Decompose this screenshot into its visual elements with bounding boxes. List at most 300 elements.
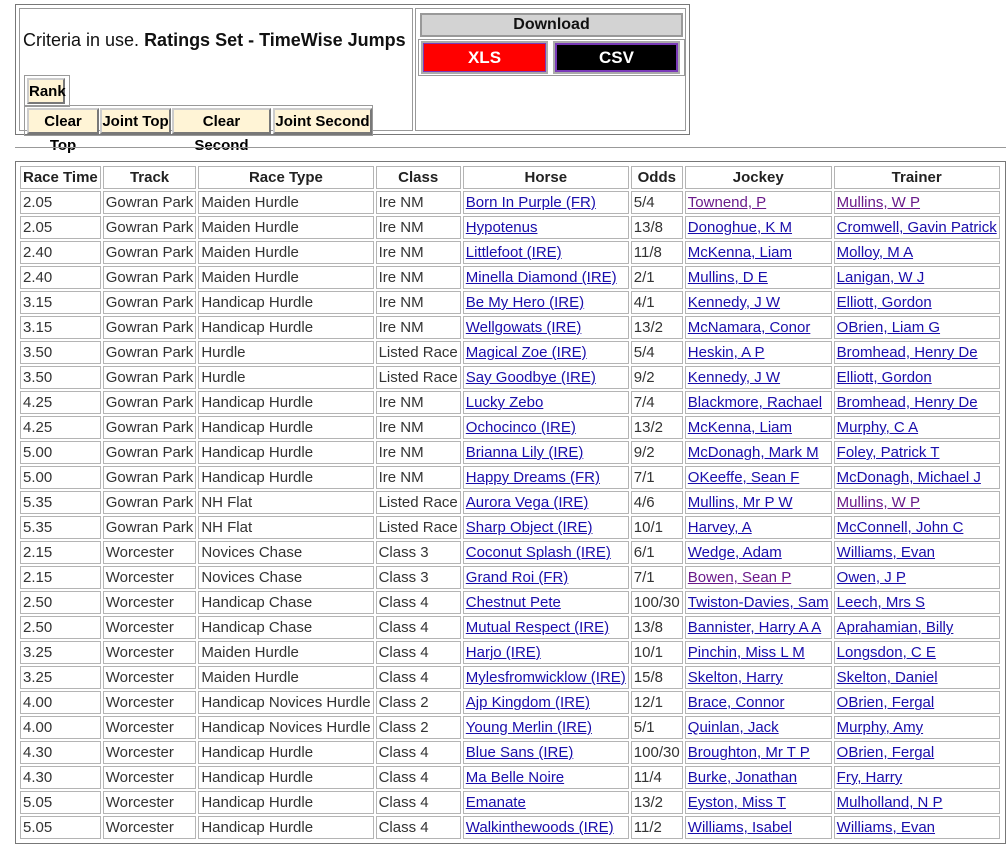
class-cell: Ire NM bbox=[376, 216, 461, 239]
trainer-cell bbox=[834, 766, 1000, 789]
trainer-cell bbox=[834, 541, 1000, 564]
trainer-link[interactable]: Leech, Mrs S bbox=[836, 594, 926, 611]
horse-cell bbox=[463, 366, 629, 389]
trainer-link[interactable]: Aprahamian, Billy bbox=[836, 619, 954, 636]
odds-cell: 9/2 bbox=[631, 441, 683, 464]
jockey-cell bbox=[685, 691, 832, 714]
trainer-link[interactable]: Mullins, W P bbox=[836, 494, 921, 511]
horse-cell bbox=[463, 191, 629, 214]
table-row bbox=[20, 641, 1000, 664]
track-cell: Gowran Park bbox=[103, 266, 197, 289]
race-type-cell: Hurdle bbox=[198, 341, 373, 364]
table-row bbox=[20, 566, 1000, 589]
race-type-cell: Maiden Hurdle bbox=[198, 666, 373, 689]
horse-link[interactable]: Walkinthewoods (IRE) bbox=[465, 819, 614, 836]
class-cell: Ire NM bbox=[376, 391, 461, 414]
trainer-link[interactable]: Molloy, M A bbox=[836, 244, 914, 261]
trainer-cell bbox=[834, 241, 1000, 264]
odds-cell: 7/4 bbox=[631, 391, 683, 414]
class-cell: Class 3 bbox=[376, 541, 461, 564]
jockey-cell bbox=[685, 516, 832, 539]
horse-cell bbox=[463, 716, 629, 739]
track-cell: Worcester bbox=[103, 816, 197, 839]
odds-cell: 5/4 bbox=[631, 341, 683, 364]
horse-cell bbox=[463, 266, 629, 289]
race-time-cell: 2.05 bbox=[20, 191, 101, 214]
jockey-link[interactable]: McDonagh, Mark M bbox=[687, 444, 819, 461]
jockey-link[interactable]: Blackmore, Rachael bbox=[687, 394, 823, 411]
horse-link[interactable]: Young Merlin (IRE) bbox=[465, 719, 592, 736]
race-time-cell: 4.00 bbox=[20, 691, 101, 714]
trainer-link[interactable]: Mullins, W P bbox=[836, 194, 921, 211]
table-row bbox=[20, 216, 1000, 239]
trainer-cell bbox=[834, 441, 1000, 464]
horse-link[interactable]: Aurora Vega (IRE) bbox=[465, 494, 589, 511]
race-time-cell: 2.50 bbox=[20, 591, 101, 614]
race-time-cell: 3.15 bbox=[20, 316, 101, 339]
jockey-link[interactable]: Brace, Connor bbox=[687, 694, 785, 711]
trainer-link[interactable]: Longsdon, C E bbox=[836, 644, 936, 661]
horse-link[interactable]: Magical Zoe (IRE) bbox=[465, 344, 587, 361]
trainer-cell bbox=[834, 616, 1000, 639]
class-cell: Class 4 bbox=[376, 666, 461, 689]
jockey-link[interactable]: Pinchin, Miss L M bbox=[687, 644, 805, 661]
race-type-cell: Handicap Hurdle bbox=[198, 391, 373, 414]
jockey-link[interactable]: Kennedy, J W bbox=[687, 369, 781, 386]
joint-second-button[interactable]: Joint Second bbox=[273, 108, 372, 134]
jockey-cell bbox=[685, 766, 832, 789]
trainer-cell bbox=[834, 316, 1000, 339]
table-row bbox=[20, 716, 1000, 739]
track-cell: Gowran Park bbox=[103, 191, 197, 214]
race-type-cell: NH Flat bbox=[198, 516, 373, 539]
horse-cell bbox=[463, 816, 629, 839]
class-cell: Class 4 bbox=[376, 641, 461, 664]
table-header-row bbox=[20, 166, 1000, 189]
race-type-cell: Maiden Hurdle bbox=[198, 241, 373, 264]
clear-second-button[interactable]: Clear Second bbox=[172, 108, 271, 134]
trainer-link[interactable]: Lanigan, W J bbox=[836, 269, 925, 286]
table-row bbox=[20, 266, 1000, 289]
jockey-link[interactable]: Mullins, Mr P W bbox=[687, 494, 793, 511]
trainer-cell bbox=[834, 741, 1000, 764]
horse-cell bbox=[463, 216, 629, 239]
horse-cell bbox=[463, 466, 629, 489]
column-header-class[interactable]: Class bbox=[376, 166, 461, 189]
horse-link[interactable]: Sharp Object (IRE) bbox=[465, 519, 593, 536]
horse-cell bbox=[463, 291, 629, 314]
odds-cell: 11/8 bbox=[631, 241, 683, 264]
trainer-cell bbox=[834, 691, 1000, 714]
horse-link[interactable]: Minella Diamond (IRE) bbox=[465, 269, 617, 286]
jockey-cell bbox=[685, 341, 832, 364]
trainer-link[interactable]: McConnell, John C bbox=[836, 519, 964, 536]
jockey-cell bbox=[685, 391, 832, 414]
xls-download-button[interactable]: XLS bbox=[421, 41, 548, 74]
odds-cell: 100/30 bbox=[631, 741, 683, 764]
horse-link[interactable]: Say Goodbye (IRE) bbox=[465, 369, 596, 386]
table-row bbox=[20, 516, 1000, 539]
odds-cell: 13/8 bbox=[631, 216, 683, 239]
class-cell: Class 4 bbox=[376, 816, 461, 839]
table-row bbox=[20, 416, 1000, 439]
horse-cell bbox=[463, 391, 629, 414]
class-cell: Listed Race bbox=[376, 516, 461, 539]
jockey-link[interactable]: Bannister, Harry A A bbox=[687, 619, 822, 636]
race-time-cell: 5.05 bbox=[20, 791, 101, 814]
race-type-cell: Handicap Hurdle bbox=[198, 741, 373, 764]
jockey-link[interactable]: McKenna, Liam bbox=[687, 419, 793, 436]
race-type-cell: Novices Chase bbox=[198, 541, 373, 564]
criteria-panel bbox=[15, 4, 690, 154]
race-type-cell: Handicap Hurdle bbox=[198, 441, 373, 464]
track-cell: Worcester bbox=[103, 691, 197, 714]
race-time-cell: 4.25 bbox=[20, 416, 101, 439]
trainer-link[interactable]: OBrien, Fergal bbox=[836, 694, 935, 711]
odds-cell: 5/4 bbox=[631, 191, 683, 214]
class-cell: Class 4 bbox=[376, 766, 461, 789]
clear-top-button[interactable]: Clear Top bbox=[27, 108, 99, 134]
column-header-odds[interactable]: Odds bbox=[631, 166, 683, 189]
race-time-cell: 5.00 bbox=[20, 441, 101, 464]
jockey-cell bbox=[685, 666, 832, 689]
class-cell: Ire NM bbox=[376, 316, 461, 339]
trainer-link[interactable]: Skelton, Daniel bbox=[836, 669, 938, 686]
class-cell: Listed Race bbox=[376, 341, 461, 364]
track-cell: Worcester bbox=[103, 741, 197, 764]
trainer-link[interactable]: Fry, Harry bbox=[836, 769, 903, 786]
jockey-link[interactable]: OKeeffe, Sean F bbox=[687, 469, 800, 486]
jockey-link[interactable]: Wedge, Adam bbox=[687, 544, 782, 561]
race-type-cell: NH Flat bbox=[198, 491, 373, 514]
horse-cell bbox=[463, 416, 629, 439]
trainer-link[interactable]: Foley, Patrick T bbox=[836, 444, 940, 461]
horse-cell bbox=[463, 791, 629, 814]
horse-link[interactable]: Grand Roi (FR) bbox=[465, 569, 569, 586]
table-row bbox=[20, 341, 1000, 364]
race-time-cell: 2.15 bbox=[20, 541, 101, 564]
table-row bbox=[20, 466, 1000, 489]
table-row bbox=[20, 241, 1000, 264]
trainer-cell bbox=[834, 366, 1000, 389]
odds-cell: 5/1 bbox=[631, 716, 683, 739]
odds-cell: 7/1 bbox=[631, 566, 683, 589]
horse-link[interactable]: Lucky Zebo bbox=[465, 394, 544, 411]
horse-link[interactable]: Wellgowats (IRE) bbox=[465, 319, 582, 336]
trainer-link[interactable]: Cromwell, Gavin Patrick bbox=[836, 219, 997, 236]
race-time-cell: 5.05 bbox=[20, 816, 101, 839]
jockey-link[interactable]: Broughton, Mr T P bbox=[687, 744, 810, 761]
horse-link[interactable]: Brianna Lily (IRE) bbox=[465, 444, 584, 461]
trainer-cell bbox=[834, 191, 1000, 214]
jockey-link[interactable]: McNamara, Conor bbox=[687, 319, 811, 336]
jockey-link[interactable]: Burke, Jonathan bbox=[687, 769, 798, 786]
trainer-link[interactable]: OBrien, Liam G bbox=[836, 319, 941, 336]
race-time-cell: 3.25 bbox=[20, 666, 101, 689]
trainer-link[interactable]: Bromhead, Henry De bbox=[836, 344, 978, 361]
horse-cell bbox=[463, 566, 629, 589]
class-cell: Ire NM bbox=[376, 416, 461, 439]
trainer-link[interactable]: Elliott, Gordon bbox=[836, 369, 932, 386]
odds-cell: 13/8 bbox=[631, 616, 683, 639]
race-time-cell: 5.35 bbox=[20, 516, 101, 539]
class-cell: Ire NM bbox=[376, 191, 461, 214]
jockey-link[interactable]: Donoghue, K M bbox=[687, 219, 793, 236]
jockey-cell bbox=[685, 466, 832, 489]
jockey-link[interactable]: Bowen, Sean P bbox=[687, 569, 792, 586]
odds-cell: 7/1 bbox=[631, 466, 683, 489]
horse-link[interactable]: Hypotenus bbox=[465, 219, 538, 236]
trainer-cell bbox=[834, 266, 1000, 289]
horse-cell bbox=[463, 666, 629, 689]
trainer-link[interactable]: OBrien, Fergal bbox=[836, 744, 935, 761]
jockey-cell bbox=[685, 291, 832, 314]
horse-link[interactable]: Coconut Splash (IRE) bbox=[465, 544, 611, 561]
race-time-cell: 4.30 bbox=[20, 741, 101, 764]
race-time-cell: 2.50 bbox=[20, 616, 101, 639]
class-cell: Ire NM bbox=[376, 441, 461, 464]
race-type-cell: Handicap Chase bbox=[198, 591, 373, 614]
trainer-link[interactable]: Williams, Evan bbox=[836, 819, 936, 836]
jockey-cell bbox=[685, 541, 832, 564]
trainer-cell bbox=[834, 516, 1000, 539]
table-row bbox=[20, 491, 1000, 514]
jockey-link[interactable]: Mullins, D E bbox=[687, 269, 768, 286]
trainer-cell bbox=[834, 641, 1000, 664]
horse-cell bbox=[463, 766, 629, 789]
trainer-link[interactable]: Williams, Evan bbox=[836, 544, 936, 561]
race-type-cell: Handicap Chase bbox=[198, 616, 373, 639]
column-header-race-type[interactable]: Race Type bbox=[198, 166, 373, 189]
horse-cell bbox=[463, 316, 629, 339]
odds-cell: 9/2 bbox=[631, 366, 683, 389]
filter-button-group bbox=[24, 105, 373, 154]
trainer-cell bbox=[834, 791, 1000, 814]
jockey-cell bbox=[685, 791, 832, 814]
odds-cell: 13/2 bbox=[631, 791, 683, 814]
horse-link[interactable]: Chestnut Pete bbox=[465, 594, 561, 611]
odds-cell: 12/1 bbox=[631, 691, 683, 714]
odds-cell: 10/1 bbox=[631, 516, 683, 539]
horse-cell bbox=[463, 741, 629, 764]
race-time-cell: 3.15 bbox=[20, 291, 101, 314]
odds-cell: 11/2 bbox=[631, 816, 683, 839]
rank-group bbox=[24, 75, 70, 107]
criteria-text bbox=[23, 30, 406, 51]
race-type-cell: Handicap Hurdle bbox=[198, 791, 373, 814]
trainer-cell bbox=[834, 216, 1000, 239]
trainer-cell bbox=[834, 416, 1000, 439]
race-type-cell: Maiden Hurdle bbox=[198, 216, 373, 239]
jockey-link[interactable]: McKenna, Liam bbox=[687, 244, 793, 261]
class-cell: Listed Race bbox=[376, 366, 461, 389]
jockey-cell bbox=[685, 566, 832, 589]
jockey-link[interactable]: Eyston, Miss T bbox=[687, 794, 786, 811]
trainer-link[interactable]: McDonagh, Michael J bbox=[836, 469, 981, 486]
horse-link[interactable]: Happy Dreams (FR) bbox=[465, 469, 600, 486]
race-type-cell: Handicap Hurdle bbox=[198, 291, 373, 314]
trainer-cell bbox=[834, 716, 1000, 739]
horse-cell bbox=[463, 691, 629, 714]
track-cell: Gowran Park bbox=[103, 216, 197, 239]
horse-link[interactable]: Ajp Kingdom (IRE) bbox=[465, 694, 590, 711]
class-cell: Class 2 bbox=[376, 691, 461, 714]
race-time-cell: 2.40 bbox=[20, 266, 101, 289]
race-type-cell: Handicap Hurdle bbox=[198, 766, 373, 789]
column-header-race-time[interactable]: Race Time bbox=[20, 166, 101, 189]
odds-cell: 13/2 bbox=[631, 316, 683, 339]
rank-button[interactable]: Rank bbox=[27, 78, 65, 104]
jockey-link[interactable]: Quinlan, Jack bbox=[687, 719, 779, 736]
horse-cell bbox=[463, 341, 629, 364]
track-cell: Worcester bbox=[103, 766, 197, 789]
class-cell: Listed Race bbox=[376, 491, 461, 514]
trainer-cell bbox=[834, 591, 1000, 614]
joint-top-button[interactable]: Joint Top bbox=[100, 108, 171, 134]
race-type-cell: Maiden Hurdle bbox=[198, 641, 373, 664]
trainer-cell bbox=[834, 391, 1000, 414]
table-row bbox=[20, 441, 1000, 464]
criteria-section bbox=[19, 8, 413, 154]
criteria-prefix: Criteria in use. bbox=[23, 30, 140, 50]
race-type-cell: Handicap Novices Hurdle bbox=[198, 691, 373, 714]
jockey-cell bbox=[685, 366, 832, 389]
horse-link[interactable]: Mutual Respect (IRE) bbox=[465, 619, 610, 636]
table-row bbox=[20, 291, 1000, 314]
track-cell: Gowran Park bbox=[103, 241, 197, 264]
track-cell: Worcester bbox=[103, 666, 197, 689]
horse-link[interactable]: Harjo (IRE) bbox=[465, 644, 541, 661]
race-type-cell: Handicap Novices Hurdle bbox=[198, 716, 373, 739]
jockey-cell bbox=[685, 216, 832, 239]
jockey-link[interactable]: Twiston-Davies, Sam bbox=[687, 594, 829, 611]
jockey-cell bbox=[685, 816, 832, 839]
race-time-cell: 5.00 bbox=[20, 466, 101, 489]
trainer-link[interactable]: Bromhead, Henry De bbox=[836, 394, 978, 411]
horse-link[interactable]: Mylesfromwicklow (IRE) bbox=[465, 669, 626, 686]
odds-cell: 100/30 bbox=[631, 591, 683, 614]
horse-link[interactable]: Ochocinco (IRE) bbox=[465, 419, 576, 436]
trainer-cell bbox=[834, 466, 1000, 489]
horse-cell bbox=[463, 641, 629, 664]
table-row bbox=[20, 791, 1000, 814]
jockey-link[interactable]: Williams, Isabel bbox=[687, 819, 792, 836]
race-time-cell: 2.05 bbox=[20, 216, 101, 239]
download-title: Download bbox=[420, 13, 683, 37]
jockey-link[interactable]: Kennedy, J W bbox=[687, 294, 781, 311]
track-cell: Gowran Park bbox=[103, 366, 197, 389]
jockey-cell bbox=[685, 741, 832, 764]
jockey-link[interactable]: Heskin, A P bbox=[687, 344, 765, 361]
table-row bbox=[20, 541, 1000, 564]
track-cell: Gowran Park bbox=[103, 516, 197, 539]
race-type-cell: Handicap Hurdle bbox=[198, 466, 373, 489]
jockey-cell bbox=[685, 191, 832, 214]
race-time-cell: 2.15 bbox=[20, 566, 101, 589]
odds-cell: 4/6 bbox=[631, 491, 683, 514]
track-cell: Gowran Park bbox=[103, 466, 197, 489]
track-cell: Worcester bbox=[103, 541, 197, 564]
race-time-cell: 3.25 bbox=[20, 641, 101, 664]
race-type-cell: Handicap Hurdle bbox=[198, 416, 373, 439]
race-type-cell: Maiden Hurdle bbox=[198, 266, 373, 289]
odds-cell: 13/2 bbox=[631, 416, 683, 439]
table-row bbox=[20, 816, 1000, 839]
track-cell: Worcester bbox=[103, 791, 197, 814]
table-row bbox=[20, 191, 1000, 214]
track-cell: Worcester bbox=[103, 716, 197, 739]
table-row bbox=[20, 741, 1000, 764]
race-time-cell: 4.00 bbox=[20, 716, 101, 739]
csv-download-button[interactable]: CSV bbox=[553, 41, 680, 74]
horse-cell bbox=[463, 491, 629, 514]
jockey-link[interactable]: Skelton, Harry bbox=[687, 669, 783, 686]
horse-link[interactable]: Emanate bbox=[465, 794, 526, 811]
trainer-link[interactable]: Owen, J P bbox=[836, 569, 906, 586]
trainer-link[interactable]: Mulholland, N P bbox=[836, 794, 943, 811]
track-cell: Worcester bbox=[103, 566, 197, 589]
trainer-cell bbox=[834, 341, 1000, 364]
horse-link[interactable]: Be My Hero (IRE) bbox=[465, 294, 585, 311]
jockey-cell bbox=[685, 416, 832, 439]
race-type-cell: Handicap Hurdle bbox=[198, 816, 373, 839]
jockey-link[interactable]: Townend, P bbox=[687, 194, 767, 211]
horse-link[interactable]: Born In Purple (FR) bbox=[465, 194, 596, 211]
race-time-cell: 5.35 bbox=[20, 491, 101, 514]
race-time-cell: 4.30 bbox=[20, 766, 101, 789]
jockey-cell bbox=[685, 616, 832, 639]
trainer-link[interactable]: Elliott, Gordon bbox=[836, 294, 932, 311]
race-time-cell: 3.50 bbox=[20, 341, 101, 364]
class-cell: Ire NM bbox=[376, 266, 461, 289]
odds-cell: 4/1 bbox=[631, 291, 683, 314]
race-type-cell: Maiden Hurdle bbox=[198, 191, 373, 214]
trainer-link[interactable]: Murphy, Amy bbox=[836, 719, 924, 736]
results-table bbox=[18, 164, 1002, 841]
horse-link[interactable]: Blue Sans (IRE) bbox=[465, 744, 574, 761]
race-time-cell: 4.25 bbox=[20, 391, 101, 414]
column-header-track[interactable]: Track bbox=[103, 166, 197, 189]
trainer-cell bbox=[834, 491, 1000, 514]
track-cell: Gowran Park bbox=[103, 441, 197, 464]
horse-link[interactable]: Ma Belle Noire bbox=[465, 769, 565, 786]
track-cell: Gowran Park bbox=[103, 291, 197, 314]
jockey-cell bbox=[685, 591, 832, 614]
track-cell: Worcester bbox=[103, 591, 197, 614]
column-header-trainer[interactable]: Trainer bbox=[834, 166, 1000, 189]
class-cell: Class 4 bbox=[376, 741, 461, 764]
odds-cell: 11/4 bbox=[631, 766, 683, 789]
jockey-link[interactable]: Harvey, A bbox=[687, 519, 752, 536]
trainer-cell bbox=[834, 566, 1000, 589]
track-cell: Worcester bbox=[103, 641, 197, 664]
trainer-cell bbox=[834, 816, 1000, 839]
class-cell: Class 3 bbox=[376, 566, 461, 589]
jockey-cell bbox=[685, 441, 832, 464]
trainer-link[interactable]: Murphy, C A bbox=[836, 419, 919, 436]
odds-cell: 2/1 bbox=[631, 266, 683, 289]
column-header-jockey[interactable]: Jockey bbox=[685, 166, 832, 189]
track-cell: Gowran Park bbox=[103, 416, 197, 439]
horse-cell bbox=[463, 441, 629, 464]
horse-link[interactable]: Littlefoot (IRE) bbox=[465, 244, 562, 261]
table-row bbox=[20, 366, 1000, 389]
track-cell: Worcester bbox=[103, 616, 197, 639]
download-section bbox=[415, 8, 686, 131]
jockey-cell bbox=[685, 241, 832, 264]
column-header-horse[interactable]: Horse bbox=[463, 166, 629, 189]
table-row bbox=[20, 691, 1000, 714]
